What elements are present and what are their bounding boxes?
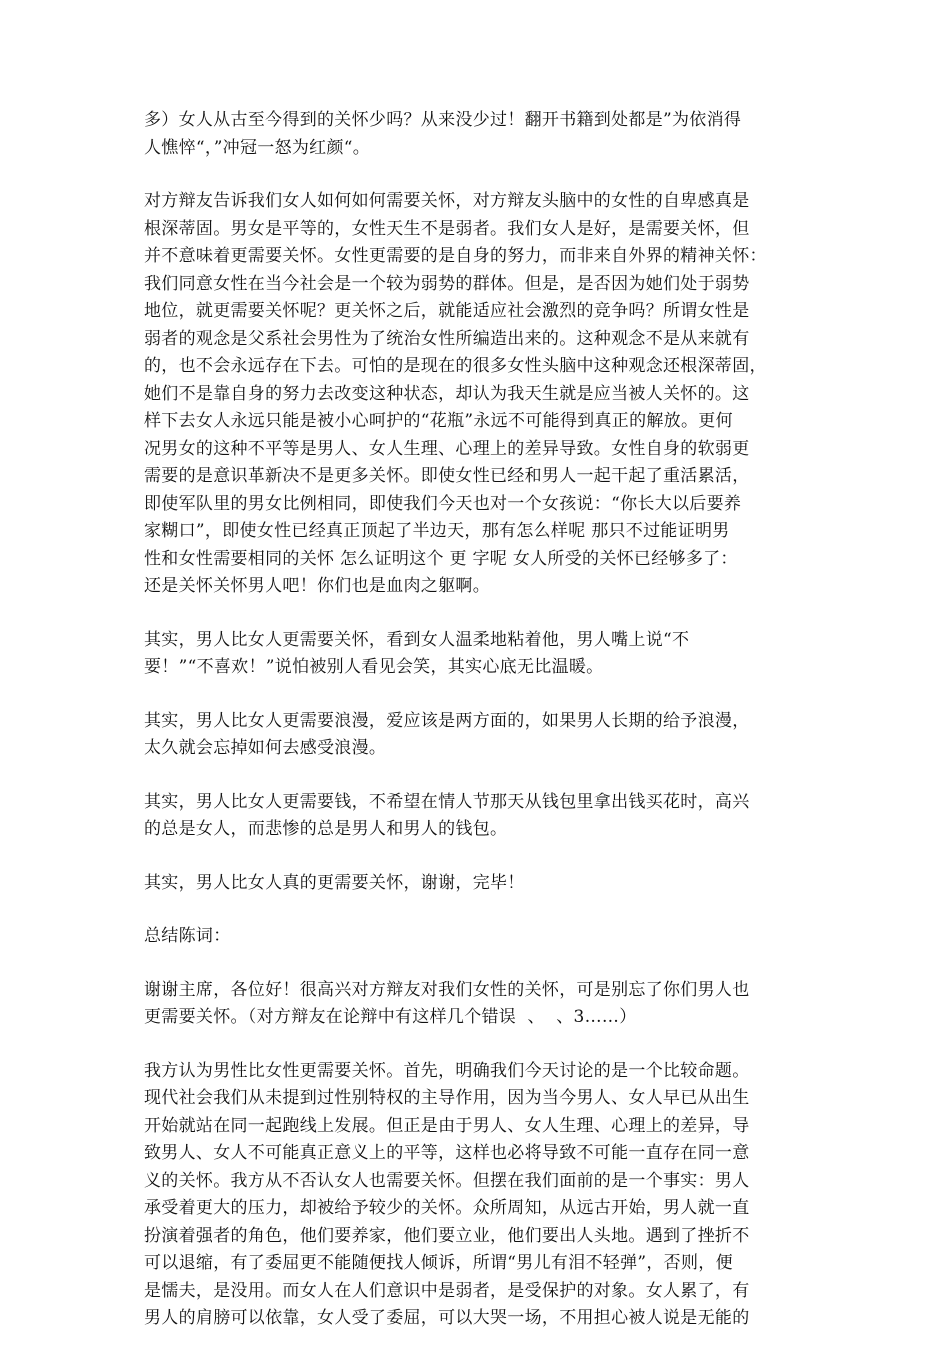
paragraph-2: 对方辩友告诉我们女人如何如何需要关怀，对方辩友头脑中的女性的自卑感真是 根深蒂固。男女是平等的，女性天生不是弱者。我们女人是好，是需要关怀，但 并不意味着更需要关怀。女性更需要的是自身的努力，而非来自外界的精神关怀： 我们同意女性在当今社会是一个较为弱势的群体。但是，是否因为她们处于弱势 地位，就更需要关怀呢？更关怀之后，就能适应社会激烈的竞争吗？所谓女性是 弱者的观念是父系社会男性为了统治女性所编造出来的。这种观念不是从来就有 的，也不会永远存在下去。可怕的是现在的很多女性头脑中这种观念还根深蒂固， 她们不是靠自身的努力去改变这种状态，却认为我天生就是应当被人关怀的。这 样下去女人永远只能是被小心呵护的“花瓶”永远不可能得到真正的解放。更何 况男女的这种不平等是男人、女人生理、心理上的差异导致。女性自身的软弱更 需要的是意识革新决不是更多关怀。即使女性已经和男人一起干起了重活累活， 即使军队里的男女比例相同，即使我们今天也对一个女孩说：“你长大以后要养 家糊口”，即使女性已经真正顶起了半边天，那有怎么样呢 那只不过能证明男 性和女性需要相同的关怀 怎么证明这个 更 字呢 女人所受的关怀已经够多了： 还是关怀关怀男人吧！你们也是血肉之躯啊。 [144,191,767,596]
paragraph-6: 其实，男人比女人真的更需要关怀，谢谢，完毕！ [144,872,525,893]
document-body [144,107,814,1359]
paragraph-9: 我方认为男性比女性更需要关怀。首先，明确我们今天讨论的是一个比较命题。 现代社会我们从未提到过性别特权的主导作用，因为当今男人、女人早已从出生 开始就站在同一起跑线上发展。但正是由于男人、女人生理、心理上的差异，导 致男人、女人不可能真正意义上的平等，这样也必将导致不可能一直存在同一意 义的关怀。我方从不否认女人也需要关怀。但摆在我们面前的是一个事实：男人 承受着更大的压力，却被给予较少的关怀。众所周知，从远古开始，男人就一直 扮演着强者的角色，他们要养家，他们要立业，他们要出人头地。遇到了挫折不 可以退缩，有了委屈更不能随便找人倾诉，所谓“男儿有泪不轻弹”，否则，便 是懦夫，是没用。而女人在人们意识中是弱者，是受保护的对象。女人累了，有 男人的肩膀可以依靠，女人受了委屈，可以大哭一场，不用担心被人说是无能的 [144,1060,750,1328]
paragraph-8: 谢谢主席，各位好！很高兴对方辩友对我们女性的关怀，可是别忘了你们男人也 更需要关怀。（对方辩友在论辩中有这样几个错误 、 、3……） [144,979,750,1027]
summary-heading: 总结陈词： [144,926,231,946]
paragraph-3: 其实，男人比女人更需要关怀，看到女人温柔地粘着他，男人嘴上说“不 要！”“不喜欢！”说怕被别人看见会笑，其实心底无比温暖。 [144,629,690,677]
paragraph-4: 其实，男人比女人更需要浪漫，爱应该是两方面的，如果男人长期的给予浪漫， 太久就会忘掉如何去感受浪漫。 [144,710,750,758]
paragraph-5: 其实，男人比女人更需要钱，不希望在情人节那天从钱包里拿出钱买花时，高兴 的总是女人，而悲惨的总是男人和男人的钱包。 [144,791,750,839]
paragraph-1: 多）女人从古至今得到的关怀少吗？从来没少过！翻开书籍到处都是”为依消得 人憔悴“，”冲冠一怒为红颜“。 [144,110,742,158]
